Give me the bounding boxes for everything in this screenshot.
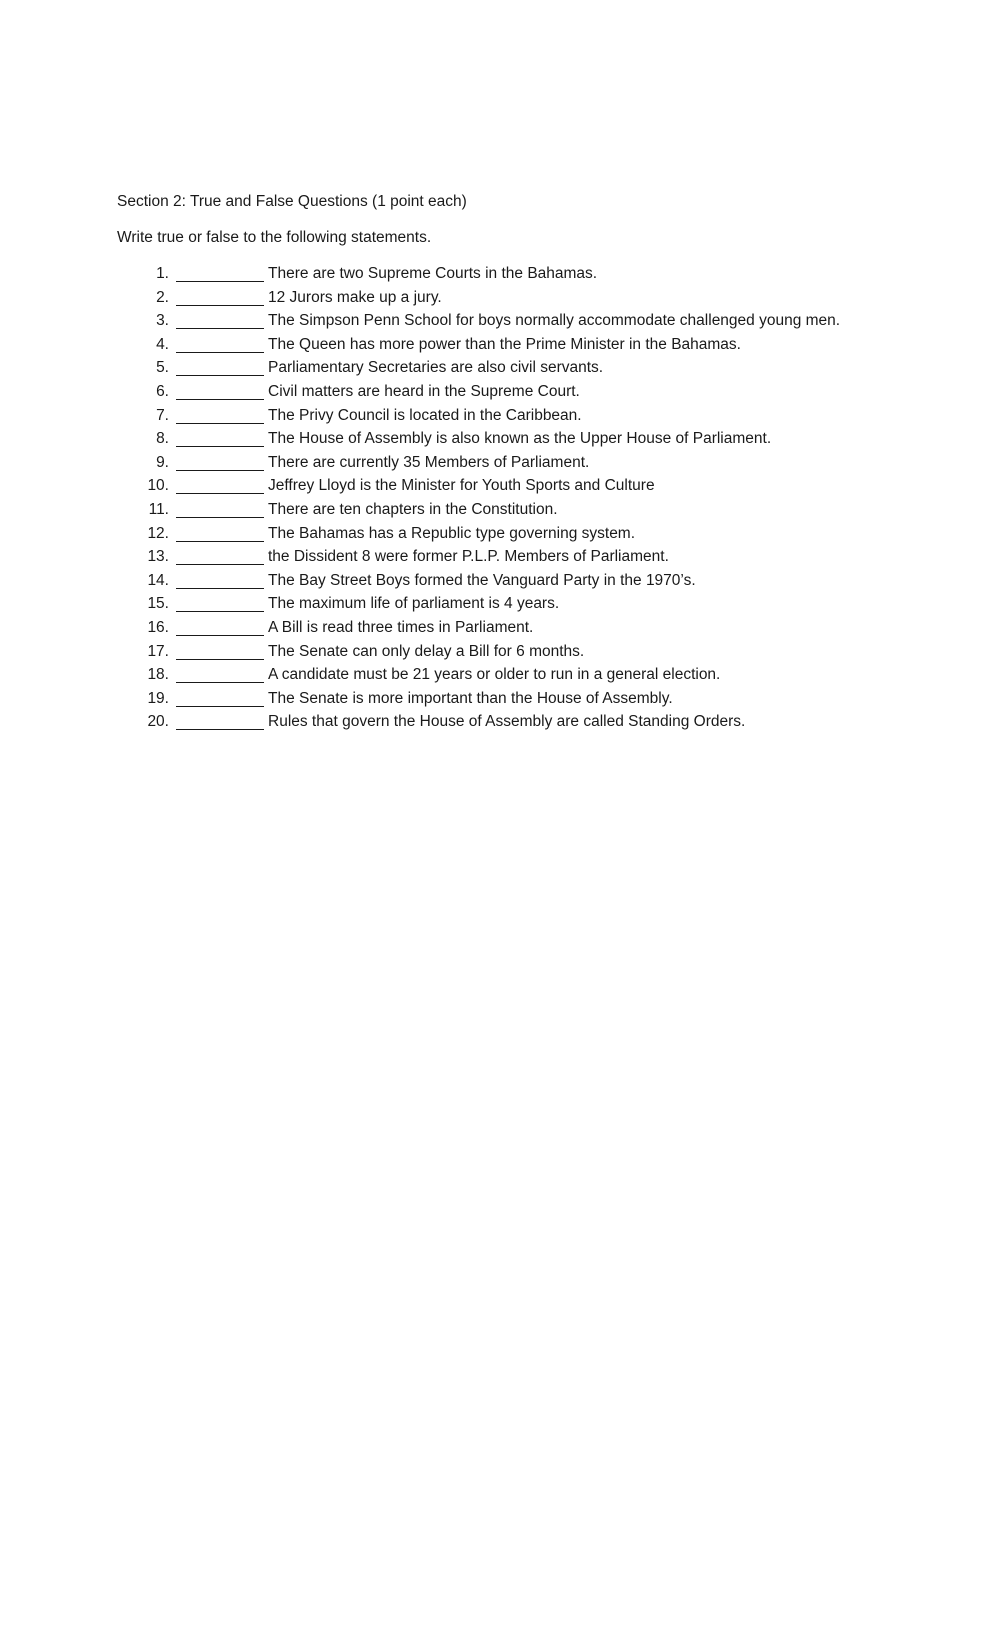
question-text: Parliamentary Secretaries are also civil servants. [268, 359, 604, 377]
question-number: 17. [147, 642, 169, 660]
question-item [117, 594, 977, 618]
answer-blank[interactable] [176, 642, 264, 660]
answer-blank[interactable] [176, 618, 264, 636]
answer-blank[interactable] [176, 594, 264, 612]
answer-blank[interactable] [176, 571, 264, 589]
question-item [117, 571, 977, 595]
question-text: The Privy Council is located in the Caribbean. [268, 406, 582, 424]
question-text: The House of Assembly is also known as the Upper House of Parliament. [268, 430, 772, 448]
question-number: 7. [156, 406, 169, 424]
answer-blank[interactable] [176, 500, 264, 518]
answer-blank[interactable] [176, 547, 264, 565]
question-number: 20. [147, 713, 169, 731]
answer-blank[interactable] [176, 689, 264, 707]
answer-blank[interactable] [176, 453, 264, 471]
question-text: The Senate can only delay a Bill for 6 months. [268, 642, 585, 660]
question-number: 3. [156, 312, 169, 330]
question-number: 9. [156, 453, 169, 471]
question-number: 2. [156, 288, 169, 306]
question-text: The Senate is more important than the House of Assembly. [268, 689, 673, 707]
question-item [117, 547, 977, 571]
answer-blank[interactable] [176, 476, 264, 494]
question-item [117, 311, 977, 335]
question-text: Civil matters are heard in the Supreme Court. [268, 382, 580, 400]
question-number: 6. [156, 382, 169, 400]
question-text: The Bay Street Boys formed the Vanguard Party in the 1970’s. [268, 571, 696, 589]
question-text: The Simpson Penn School for boys normally accommodate challenged young men. [268, 312, 841, 330]
question-item [117, 453, 977, 477]
question-text: The Bahamas has a Republic type governing system. [268, 524, 636, 542]
question-item [117, 358, 977, 382]
question-text: The Queen has more power than the Prime Minister in the Bahamas. [268, 335, 741, 353]
answer-blank[interactable] [176, 382, 264, 400]
question-text: A Bill is read three times in Parliament. [268, 618, 534, 636]
answer-blank[interactable] [176, 358, 264, 376]
question-number: 8. [156, 430, 169, 448]
question-number: 14. [147, 571, 169, 589]
question-text: A candidate must be 21 years or older to run in a general election. [268, 666, 721, 684]
question-number: 10. [147, 477, 169, 495]
question-item [117, 524, 977, 548]
question-item [117, 406, 977, 430]
question-number: 11. [148, 500, 169, 518]
question-number: 15. [147, 595, 169, 613]
question-item [117, 500, 977, 524]
question-text: Jeffrey Lloyd is the Minister for Youth Sports and Culture [268, 477, 655, 495]
question-item [117, 264, 977, 288]
question-text: There are ten chapters in the Constitution. [268, 500, 558, 518]
question-text: 12 Jurors make up a jury. [268, 288, 442, 306]
answer-blank[interactable] [176, 665, 264, 683]
answer-blank[interactable] [176, 311, 264, 329]
question-item [117, 382, 977, 406]
question-item [117, 642, 977, 666]
question-item [117, 429, 977, 453]
answer-blank[interactable] [176, 429, 264, 447]
answer-blank[interactable] [176, 335, 264, 353]
question-number: 5. [156, 359, 169, 377]
question-number: 19. [147, 689, 169, 707]
question-text: There are currently 35 Members of Parliament. [268, 453, 590, 471]
question-number: 1. [156, 265, 169, 282]
question-item [117, 689, 977, 713]
question-number: 18. [147, 666, 169, 684]
answer-blank[interactable] [176, 524, 264, 542]
question-number: 12. [147, 524, 169, 542]
section-title: Section 2: True and False Questions (1 point each) [117, 193, 467, 210]
question-number: 13. [147, 548, 169, 566]
question-item [117, 712, 977, 736]
answer-blank[interactable] [176, 712, 264, 730]
question-item [117, 665, 977, 689]
question-number: 4. [156, 335, 169, 353]
question-text: the Dissident 8 were former P.L.P. Members of Parliament. [268, 548, 669, 566]
answer-blank[interactable] [176, 288, 264, 306]
question-list [117, 264, 977, 736]
question-text: Rules that govern the House of Assembly are called Standing Orders. [268, 713, 746, 731]
question-text: There are two Supreme Courts in the Bahamas. [268, 265, 598, 282]
instructions: Write true or false to the following statements. [117, 229, 432, 246]
answer-blank[interactable] [176, 406, 264, 424]
question-item [117, 288, 977, 312]
question-number: 16. [147, 618, 169, 636]
question-text: The maximum life of parliament is 4 years. [268, 595, 560, 613]
question-item [117, 335, 977, 359]
question-item [117, 618, 977, 642]
answer-blank[interactable] [176, 264, 264, 282]
question-item [117, 476, 977, 500]
